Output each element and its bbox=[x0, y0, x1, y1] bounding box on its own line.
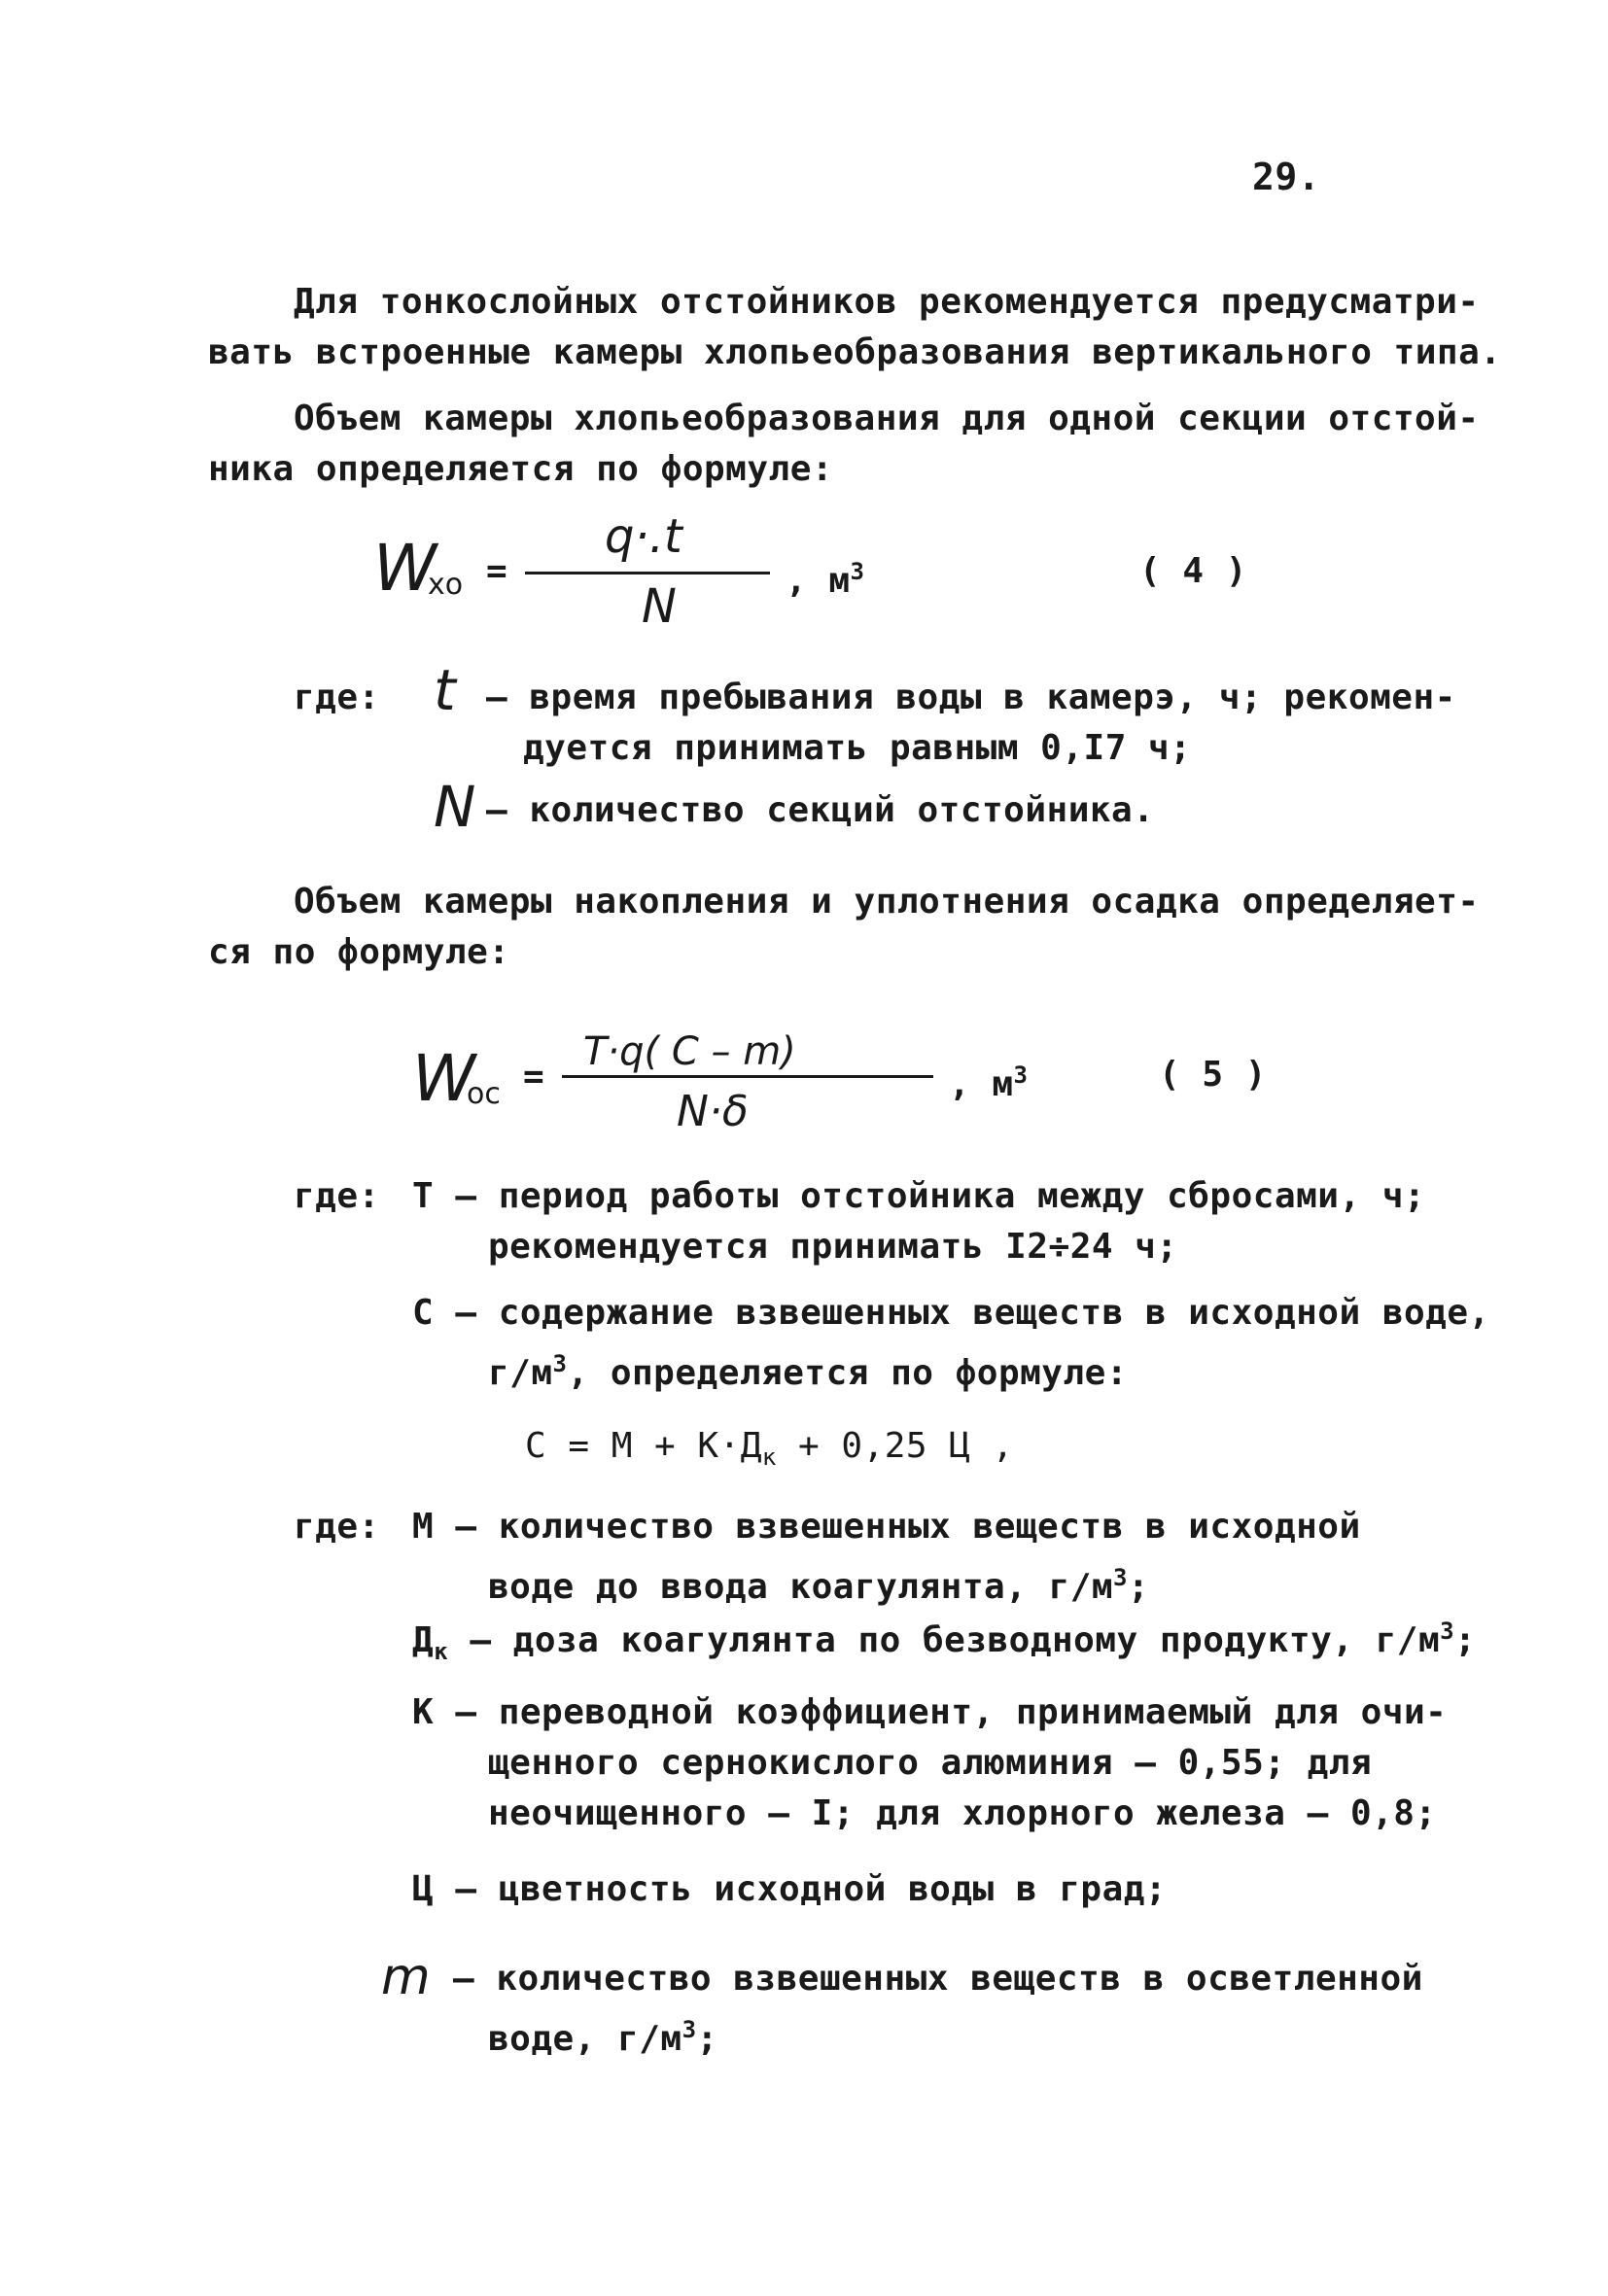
para1-line1: Для тонкослойных отстойников рекомендуется предусматри- bbox=[294, 282, 1480, 322]
where4-t-line2: дуется принимать равным 0,I7 ч; bbox=[523, 728, 1192, 768]
formula5-unit: , $м^3$ bbox=[949, 1061, 1029, 1104]
page-number: 29. bbox=[1252, 156, 1321, 198]
where5-label: где: bbox=[294, 1176, 380, 1216]
where6-K-line2: щенного сернокислого алюминия – 0,55; для bbox=[488, 1743, 1373, 1783]
formula5-lhs-sub: ос bbox=[467, 1077, 501, 1111]
where4-label: где: bbox=[294, 678, 380, 717]
formula4-lhs-sub: хо bbox=[428, 568, 464, 602]
where6-m-symbol: m bbox=[381, 1948, 431, 2006]
where6-label: где: bbox=[294, 1507, 380, 1547]
where5-T-line1: Т – период работы отстойника между сбросами, ч; bbox=[412, 1176, 1426, 1216]
para2-line2: ника определяется по формуле: bbox=[208, 449, 834, 489]
where5-C-line2: $г/м^3$, определяется по формуле: bbox=[488, 1350, 1129, 1393]
where4-t-symbol: t bbox=[434, 657, 456, 723]
formula5-fraction-bar bbox=[562, 1075, 933, 1078]
formula4-equals: = bbox=[486, 551, 508, 591]
where4-n-symbol: N bbox=[434, 774, 476, 840]
formula5-numerator: T·q( C – m) bbox=[583, 1029, 796, 1074]
where6-M-line1: М – количество взвешенных веществ в исходной bbox=[412, 1507, 1361, 1547]
where6-M-line2: воде до ввода коагулянта, $г/м^3$; bbox=[488, 1564, 1150, 1607]
formula5-lhs: W bbox=[412, 1041, 476, 1116]
para1-line2: вать встроенные камеры хлопьеобразования вертикального типа. bbox=[208, 332, 1502, 372]
formula-c: $С = М + К\cdot Д_к + 0,25$ Ц , bbox=[525, 1426, 1014, 1472]
where6-K-line3: неочищенного – I; для хлорного железа – 0,8; bbox=[488, 1793, 1437, 1833]
para3-line1: Объем камеры накопления и уплотнения осадка определяет- bbox=[294, 882, 1480, 922]
formula4-number: ( 4 ) bbox=[1139, 551, 1247, 591]
formula5-number: ( 5 ) bbox=[1159, 1055, 1267, 1095]
formula4-fraction-bar bbox=[525, 572, 770, 574]
where5-T-line2: рекомендуется принимать I2÷24 ч; bbox=[488, 1227, 1178, 1267]
where6-m-line1: – количество взвешенных веществ в осветленной bbox=[453, 1959, 1423, 1999]
where6-K-line1: К – переводной коэффициент, принимаемый для очи- bbox=[412, 1692, 1448, 1732]
formula5-equals: = bbox=[523, 1057, 545, 1096]
formula4-denominator: N bbox=[642, 579, 677, 634]
formula4-numerator: q·.t bbox=[605, 509, 682, 564]
where4-n-line1: – количество секций отстойника. bbox=[486, 790, 1155, 830]
where6-m-line2: воде, $г/м^3$; bbox=[488, 2016, 718, 2059]
where5-C-line1: С – содержание взвешенных веществ в исходной воде, bbox=[412, 1293, 1490, 1333]
where4-t-line1: – время пребывания воды в камерэ, ч; рекомен- bbox=[486, 678, 1456, 717]
formula4-unit: , $м^3$ bbox=[786, 558, 865, 601]
formula5-denominator: N·δ bbox=[677, 1087, 749, 1136]
para3-line2: ся по формуле: bbox=[208, 932, 510, 972]
where6-Ts-line: Ц – цветность исходной воды в град; bbox=[412, 1869, 1168, 1909]
para2-line1: Объем камеры хлопьеобразования для одной секции отстой- bbox=[294, 399, 1480, 438]
where6-D-line: $Д_к$ – доза коагулянта по безводному продукту, $г/м^3$; bbox=[412, 1618, 1477, 1666]
formula4-lhs: W bbox=[373, 531, 437, 606]
